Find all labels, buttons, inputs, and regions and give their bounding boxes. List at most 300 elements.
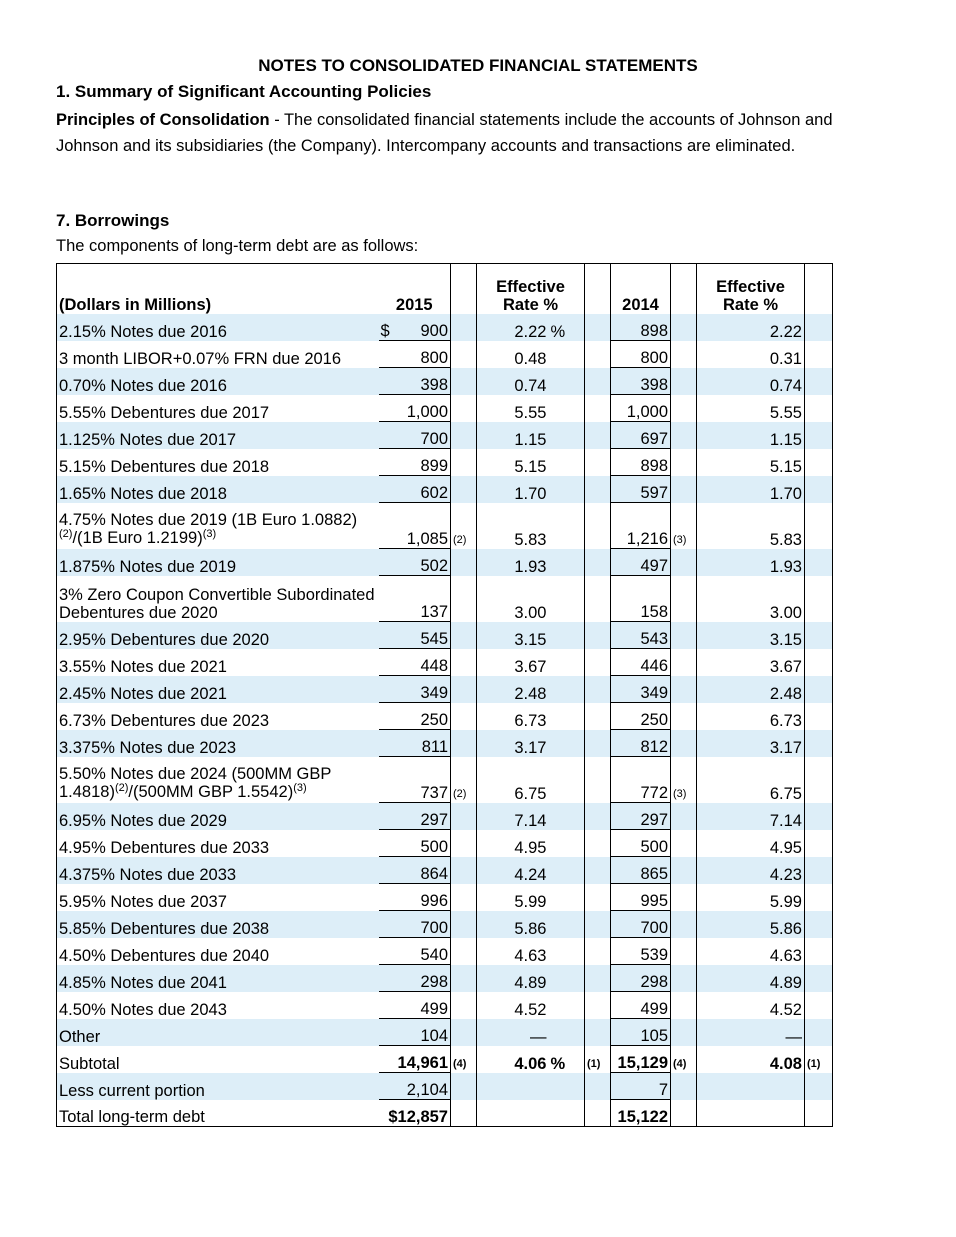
spacer-cell [477,1100,549,1127]
value-2015: 811 [379,730,451,757]
rate-2015-suffix [549,703,585,730]
rate-2014: 4.23 [697,857,805,884]
subtotal-2014: 15,129 [611,1046,671,1073]
rate-2015: 4.89 [477,965,549,992]
value-2014: 865 [611,857,671,884]
note-2015 [451,314,477,341]
row-label [57,757,379,803]
note-2014 [671,857,697,884]
note-2014 [671,422,697,449]
note-2014 [671,549,697,576]
rate-2014: 1.93 [697,549,805,576]
note-2015 [451,576,477,622]
value-2014: 700 [611,911,671,938]
spacer-cell [549,1100,585,1127]
subtotal-rate-note-2014: (1) [805,1046,833,1073]
header-rate-2014: Effective Rate % [697,264,805,315]
rate-2015-suffix [549,965,585,992]
row-label: 4.85% Notes due 2041 [57,965,379,992]
note-2015 [451,395,477,422]
note-2014 [671,622,697,649]
consolidation-text: - The consolidated financial statements include the accounts of Johnson and Johnson and its subsidiaries (the Company). Intercompany accounts and transactions are eliminated. [56,111,833,155]
value-2014: 398 [611,368,671,395]
spacer-cell [805,757,833,803]
current-portion-row-label: Less current portion [57,1073,379,1100]
spacer-cell [805,992,833,1019]
spacer-cell [805,576,833,622]
spacer-cell [805,884,833,911]
row-label-part: 5.50% Notes due 2024 (500MM GBP 1.4818) [59,764,332,801]
dollar-sign: $ [380,322,390,340]
rate-2015-suffix [549,395,585,422]
row-label: 6.95% Notes due 2029 [57,803,379,830]
note-2014 [671,730,697,757]
section-1-title: 1. Summary of Significant Accounting Policies [56,82,432,101]
value-2014: 772 [611,757,671,803]
note-2014 [671,992,697,1019]
row-label: 3.375% Notes due 2023 [57,730,379,757]
table-row [57,884,833,911]
rate-2015-suffix [549,803,585,830]
rate-2014: 3.00 [769,603,802,622]
note-2015 [451,622,477,649]
header-2014: 2014 [611,264,671,315]
rate-2015: 4.52 [514,1000,547,1019]
spacer-cell [805,803,833,830]
note-2014 [671,676,697,703]
spacer-cell [585,449,611,476]
note-2015 [451,422,477,449]
table-row [57,649,833,676]
value-2014: 543 [611,622,671,649]
rate-2015: 3.67 [514,657,547,676]
note-2014 [671,314,697,341]
note-2015 [451,676,477,703]
spacer-cell [805,730,833,757]
spacer-cell [697,1073,805,1100]
table-row [57,576,833,622]
note-2014 [671,449,697,476]
section-7-title: 7. Borrowings [56,211,170,230]
value-2015: 502 [379,549,451,576]
rate-2014: 2.22 [697,314,805,341]
current-portion-row-2014: 7 [611,1073,671,1100]
row-label: 3.55% Notes due 2021 [57,649,379,676]
spacer-cell [549,1073,585,1100]
note-2015 [451,884,477,911]
note-2015 [451,938,477,965]
rate-2014: — [697,1019,805,1046]
rate-2014: 4.95 [769,838,802,857]
spacer-cell [805,368,833,395]
note-2015 [451,857,477,884]
rate-2014: 1.70 [697,476,805,503]
note-2015: (2) [451,757,477,803]
table-row [57,622,833,649]
note-2014 [671,576,697,622]
table-row [57,938,833,965]
value-2014: 250 [611,703,671,730]
row-label: Other [57,1019,379,1046]
table-row [57,992,833,1019]
row-label: 3% Zero Coupon Convertible Subordinated Debentures due 2020 [57,576,379,622]
footnote-marker: (3) [293,781,307,794]
spacer-cell [805,622,833,649]
value-2015: 996 [379,884,451,911]
note-2015 [451,649,477,676]
spacer-cell [451,1100,477,1127]
rate-2015-suffix [549,649,585,676]
table-row [57,1019,833,1046]
note-2014 [671,341,697,368]
value-2014: 349 [611,676,671,703]
total-row-2014: 15,122 [611,1100,671,1127]
rate-2015-suffix [549,503,585,549]
table-row [57,830,833,857]
value-2014: 298 [611,965,671,992]
footnote-marker: (2) [59,527,73,540]
note-2015 [451,368,477,395]
spacer-cell [805,703,833,730]
rate-2015: — [477,1019,549,1046]
value-2014: 158 [611,576,671,622]
spacer-cell [805,395,833,422]
spacer-cell [585,730,611,757]
value-2014: 497 [611,549,671,576]
footnote-marker: (3) [202,527,217,540]
row-label: 4.95% Debentures due 2033 [57,830,379,857]
table-row [57,676,833,703]
value-2015-text: 900 [420,322,448,340]
row-label-part: /(1B Euro 1.2199) [72,528,203,547]
rate-2015: 7.14 [477,803,549,830]
rate-2014: 5.15 [769,457,802,476]
note-2014 [671,395,697,422]
subtotal-rate-2015-pct: % [549,1046,585,1073]
rate-2015-suffix [549,911,585,938]
rate-2014: 7.14 [697,803,805,830]
row-label: 3 month LIBOR+0.07% FRN due 2016 [57,341,379,368]
spacer-cell [585,703,611,730]
row-label: 2.95% Debentures due 2020 [57,622,379,649]
table-row [57,911,833,938]
table-row [57,803,833,830]
spacer-cell [585,1073,611,1100]
note-2014 [671,965,697,992]
subtotal-label: Subtotal [57,1046,379,1073]
spacer-cell [805,965,833,992]
note-2015 [451,549,477,576]
table-row [57,965,833,992]
spacer-cell [585,938,611,965]
rate-2015-suffix [549,576,585,622]
note-2014: (3) [671,757,697,803]
page-heading: NOTES TO CONSOLIDATED FINANCIAL STATEMENTS [258,56,698,75]
subtotal-rate-2015: 4.06 [514,1054,547,1073]
subtotal-note-2014: (4) [671,1046,697,1073]
rate-2015: 6.75 [514,784,547,803]
rate-2015-suffix [549,884,585,911]
value-2015: 398 [379,368,451,395]
long-term-debt-table [56,263,833,1127]
spacer-cell [585,992,611,1019]
row-label [57,503,379,549]
row-label: 4.50% Debentures due 2040 [57,938,379,965]
total-row [57,1100,833,1127]
spacer-cell [585,965,611,992]
row-label: 1.65% Notes due 2018 [57,476,379,503]
value-2014: 812 [611,730,671,757]
rate-2014: 4.52 [769,1000,802,1019]
value-2015: 602 [379,476,451,503]
rate-2015: 5.55 [514,403,547,422]
rate-2015: 6.73 [514,711,547,730]
spacer-cell [585,1019,611,1046]
spacer-cell [805,911,833,938]
value-2014: 1,216 [611,503,671,549]
spacer-cell [697,1100,805,1127]
table-row [57,503,833,549]
row-label: 5.95% Notes due 2037 [57,884,379,911]
rate-2015-suffix [549,730,585,757]
rate-2015-suffix [549,857,585,884]
rate-2015: 4.95 [514,838,547,857]
spacer-cell [585,757,611,803]
value-2014: 597 [611,476,671,503]
value-2015: 499 [379,992,451,1019]
rate-2015-suffix [549,1019,585,1046]
rate-2015: 2.22 [477,314,549,341]
note-2014 [671,1019,697,1046]
row-label-part: /(500MM GBP 1.5542) [128,782,294,801]
rate-2015: 1.70 [477,476,549,503]
footnote-marker: (2) [114,781,129,794]
rate-2015: 1.15 [477,422,549,449]
value-2014: 995 [611,884,671,911]
spacer-cell [585,676,611,703]
row-label: 1.125% Notes due 2017 [57,422,379,449]
header-2015: 2015 [379,264,451,315]
spacer-cell [671,1073,697,1100]
spacer-cell [805,549,833,576]
note-2015: (2) [451,503,477,549]
rate-2015: 3.17 [477,730,549,757]
value-2015: 448 [379,649,451,676]
value-2015: 298 [379,965,451,992]
total-row-2015: $12,857 [379,1100,451,1127]
spacer-cell [585,368,611,395]
note-2015 [451,730,477,757]
table-row [57,757,833,803]
note-2015 [451,449,477,476]
value-2015: 864 [379,857,451,884]
spacer-cell [451,1073,477,1100]
value-2015: 297 [379,803,451,830]
rate-2015-suffix: % [549,314,585,341]
row-label: 2.45% Notes due 2021 [57,676,379,703]
rate-2014: 5.55 [769,403,802,422]
spacer-cell [585,314,611,341]
rate-2014: 6.75 [769,784,802,803]
note-2014 [671,938,697,965]
rate-2015: 5.99 [514,892,547,911]
row-label: 4.50% Notes due 2043 [57,992,379,1019]
note-2015 [451,803,477,830]
table-row [57,341,833,368]
note-2015 [451,1019,477,1046]
rate-2014: 5.99 [769,892,802,911]
spacer-cell [805,314,833,341]
rate-2014: 3.15 [697,622,805,649]
value-2014: 800 [611,341,671,368]
row-label: 4.375% Notes due 2033 [57,857,379,884]
spacer-cell [805,1019,833,1046]
rate-2014: 3.17 [697,730,805,757]
header-rate-2015: Effective Rate % [477,264,585,315]
table-row [57,368,833,395]
value-2015: 104 [379,1019,451,1046]
value-2015: 899 [379,449,451,476]
value-2014: 499 [611,992,671,1019]
value-2015: 137 [379,576,451,622]
table-row [57,449,833,476]
row-label: 1.875% Notes due 2019 [57,549,379,576]
value-2015: 545 [379,622,451,649]
value-2014: 1,000 [611,395,671,422]
value-2015: 700 [379,911,451,938]
spacer-cell [585,830,611,857]
table-row [57,857,833,884]
note-2014 [671,476,697,503]
value-2014: 539 [611,938,671,965]
current-portion-row [57,1073,833,1100]
consolidation-subtitle: Principles of Consolidation [56,111,270,129]
spacer-cell [585,884,611,911]
rate-2015-suffix [549,992,585,1019]
spacer-cell [585,503,611,549]
value-2015: 250 [379,703,451,730]
note-2015 [451,703,477,730]
header-dollars: (Dollars in Millions) [57,264,379,315]
table-row [57,314,833,341]
spacer-cell [805,341,833,368]
note-2014 [671,703,697,730]
spacer-cell [585,649,611,676]
value-2014: 898 [611,314,671,341]
spacer-cell [585,476,611,503]
rate-2014: 0.31 [769,349,802,368]
spacer-cell [671,1100,697,1127]
spacer-cell [585,422,611,449]
rate-2015-suffix [549,476,585,503]
rate-2015: 3.00 [514,603,547,622]
table-row [57,703,833,730]
spacer-cell [805,649,833,676]
note-2014 [671,884,697,911]
subtotal-row [57,1046,833,1073]
rate-2015-suffix [549,449,585,476]
note-2014 [671,368,697,395]
subtotal-rate-2014: 4.08 [769,1054,802,1073]
note-2014 [671,649,697,676]
borrowings-intro: The components of long-term debt are as follows: [56,237,419,255]
note-2015 [451,476,477,503]
rate-2015: 4.63 [514,946,547,965]
spacer-cell [585,911,611,938]
spacer-cell [805,830,833,857]
spacer-cell [585,576,611,622]
spacer-cell [805,857,833,884]
spacer-cell [585,395,611,422]
rate-2015-suffix [549,549,585,576]
subtotal-note-2015: (4) [451,1046,477,1073]
value-2014: 446 [611,649,671,676]
spacer-cell [805,449,833,476]
rate-2015-suffix [549,757,585,803]
value-2015: 1,000 [379,395,451,422]
rate-2015: 2.48 [477,676,549,703]
rate-2015-suffix [549,938,585,965]
rate-2014: 2.48 [697,676,805,703]
value-2015: 800 [379,341,451,368]
consolidation-paragraph [56,107,896,159]
row-label: 2.15% Notes due 2016 [57,314,379,341]
rate-2014: 3.67 [769,657,802,676]
rate-2014: 4.63 [769,946,802,965]
spacer-cell [585,341,611,368]
value-2015: 500 [379,830,451,857]
rate-2015: 5.15 [514,457,547,476]
spacer-cell [477,1073,549,1100]
value-2015 [379,314,451,341]
rate-2014: 5.86 [697,911,805,938]
note-2014 [671,803,697,830]
value-2014: 297 [611,803,671,830]
value-2014: 105 [611,1019,671,1046]
spacer-cell [585,549,611,576]
note-2014 [671,830,697,857]
spacer-cell [805,1100,833,1127]
value-2015: 700 [379,422,451,449]
total-row-label: Total long-term debt [57,1100,379,1127]
table-row [57,395,833,422]
value-2015: 737 [379,757,451,803]
spacer-cell [805,476,833,503]
value-2015: 349 [379,676,451,703]
value-2015: 540 [379,938,451,965]
rate-2015: 5.83 [514,530,547,549]
note-2015 [451,965,477,992]
table-row [57,422,833,449]
rate-2015: 0.48 [514,349,547,368]
rate-2015: 4.24 [477,857,549,884]
rate-2015-suffix [549,676,585,703]
rate-2015: 0.74 [477,368,549,395]
rate-2014: 0.74 [697,368,805,395]
note-2014 [671,911,697,938]
note-2015 [451,992,477,1019]
subtotal-rate-note-2015: (1) [585,1046,611,1073]
table-row [57,549,833,576]
current-portion-row-2015: 2,104 [379,1073,451,1100]
spacer-cell [585,1100,611,1127]
rate-2014: 6.73 [769,711,802,730]
table-row [57,476,833,503]
table-row [57,730,833,757]
rate-2015: 5.86 [477,911,549,938]
spacer-cell [805,676,833,703]
row-label-part: 4.75% Notes due 2019 (1B Euro 1.0882) [59,510,358,529]
